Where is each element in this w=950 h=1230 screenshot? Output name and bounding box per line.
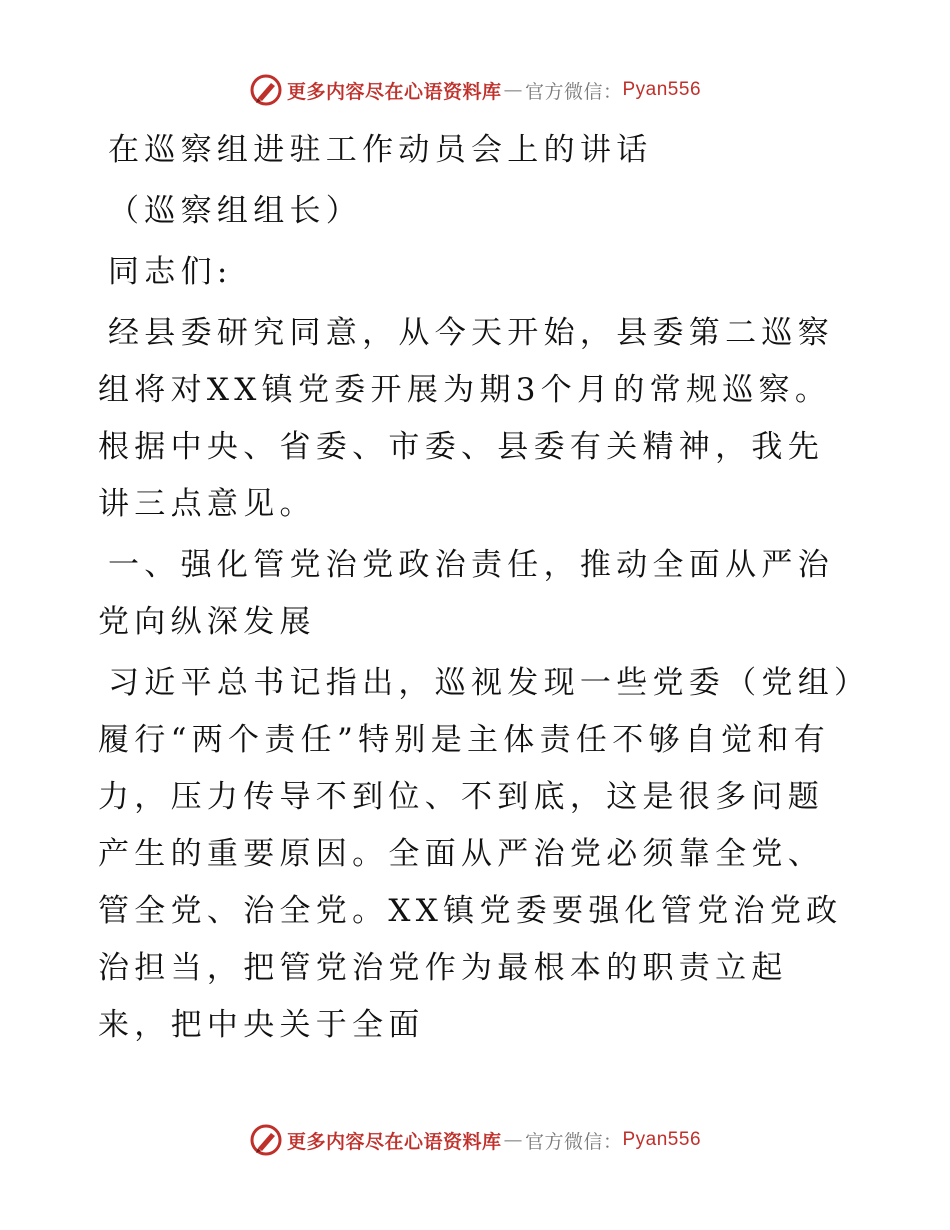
watermark-wechat-label: 官方微信：	[524, 1130, 623, 1153]
section-heading: 一、强化管党治党政治责任，推动全面从严治党向纵深发展	[98, 547, 834, 640]
paragraph: 经县委研究同意，从今天开始，县委第二巡察组将对XX镇党委开展为期3个月的常规巡察。根据中央、省委、市委、县委有关精神，我先讲三点意见。	[98, 315, 834, 522]
document-speaker: （巡察组组长）	[108, 193, 363, 229]
watermark-wechat-id: Pyan556	[622, 79, 702, 100]
footer-watermark	[0, 1120, 950, 1160]
document-title: 在巡察组进驻工作动员会上的讲话	[108, 132, 653, 168]
watermark-dash: —	[503, 1129, 523, 1151]
watermark-brand: 更多内容尽在心语资料库	[286, 1130, 502, 1153]
header-watermark	[0, 70, 950, 110]
document-body	[98, 122, 858, 1058]
paragraph: 习近平总书记指出，巡视发现一些党委（党组）履行“两个责任”特别是主体责任不够自觉和有力，压力传导不到位、不到底，这是很多问题产生的重要原因。全面从严治党必须靠全党、管全党、治全党。XX镇党委要强化管党治党政治担当，把管党治党作为最根本的职责立起来，把中央关于全面	[98, 665, 855, 1043]
pen-logo-icon	[249, 1123, 283, 1157]
pen-logo-icon	[249, 73, 283, 107]
watermark-wechat-id: Pyan556	[622, 1129, 702, 1150]
document-salutation: 同志们:	[108, 254, 233, 290]
watermark-brand: 更多内容尽在心语资料库	[286, 80, 502, 103]
watermark-dash: —	[503, 79, 523, 101]
watermark-wechat-label: 官方微信：	[524, 80, 623, 103]
